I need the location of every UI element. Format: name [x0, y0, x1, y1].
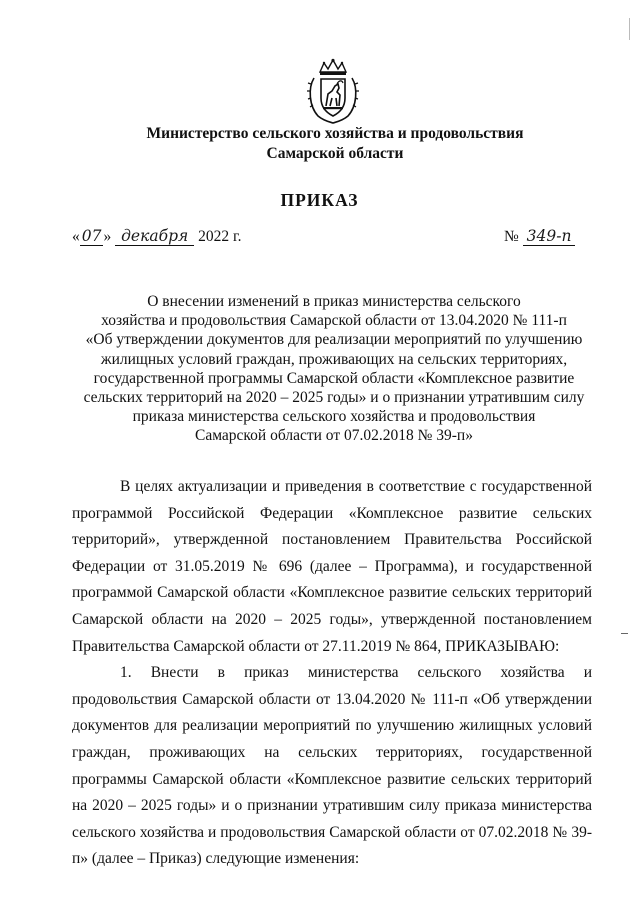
- handwritten-month: декабря: [115, 227, 194, 246]
- subject-line: хозяйства и продовольствия Самарской области от 13.04.2020 № 111-п: [101, 312, 567, 330]
- margin-mark: [621, 633, 628, 634]
- date-year: 2022 г.: [198, 228, 242, 245]
- body-paragraph-preamble: В целях актуализации и приведения в соответствие с государственной программой Российской Федерации «Комплексное развитие сельских территорий», утвержденной постановлением Правительства Российской Федерации от 31.05.2019 № 696 (далее – Программа), и государственной программой Самарской области «Комплексное развитие сельских территорий Самарской области на 2020 – 2025 годы», утвержденной постановлением Правительства Самарской области от 27.11.2019 № 864, ПРИКАЗЫВАЮ:: [72, 478, 592, 655]
- handwritten-day: 07: [81, 227, 102, 245]
- order-number: [504, 227, 575, 246]
- scan-edge-mark: [629, 18, 630, 40]
- subject-line: Самарской области от 07.02.2018 № 39-п»: [195, 427, 473, 445]
- ministry-name: [100, 124, 570, 164]
- subject-line: государственной программы Самарской области «Комплексное развитие: [93, 369, 575, 387]
- subject-line: жилищных условий граждан, проживающих на сельских территориях,: [100, 350, 568, 368]
- order-body: [72, 474, 592, 873]
- number-prefix: №: [504, 228, 519, 245]
- subject-line: сельских территорий на 2020 – 2025 годы» и о признании утратившим силу: [83, 389, 585, 407]
- subject-line: О внесении изменений в приказ министерства сельского: [147, 293, 521, 310]
- body-paragraph-item-1: 1. Внести в приказ министерства сельского хозяйства и продовольствия Самарской области от 13.04.2020 № 111-п «Об утверждении документов для реализации мероприятий по улучшению жилищных условий граждан, проживающих на сельских территориях, государственной программы Самарской области «Комплексное развитие сельских территорий на 2020 – 2025 годы» и о признании утратившим силу приказа министерства сельского хозяйства и продовольствия Самарской области от 07.02.2018 № 39-п» (далее – Приказ) следующие изменения:: [72, 664, 592, 868]
- subject-line: «Об утверждении документов для реализации мероприятий по улучшению: [85, 331, 583, 349]
- order-subject: [72, 292, 596, 446]
- document-type-title: ПРИКАЗ: [280, 190, 359, 210]
- date-quote-open: «: [72, 228, 80, 245]
- ministry-name-line2: Самарской области: [266, 145, 404, 162]
- subject-line: приказа министерства сельского хозяйства и продовольствия: [132, 408, 536, 426]
- date-quote-close: »: [103, 228, 112, 245]
- ministry-name-line1: Министерство сельского хозяйства и продовольствия: [146, 125, 524, 142]
- handwritten-number: 349-п: [523, 227, 576, 246]
- order-date: [72, 227, 241, 246]
- coat-of-arms-icon: [306, 58, 360, 124]
